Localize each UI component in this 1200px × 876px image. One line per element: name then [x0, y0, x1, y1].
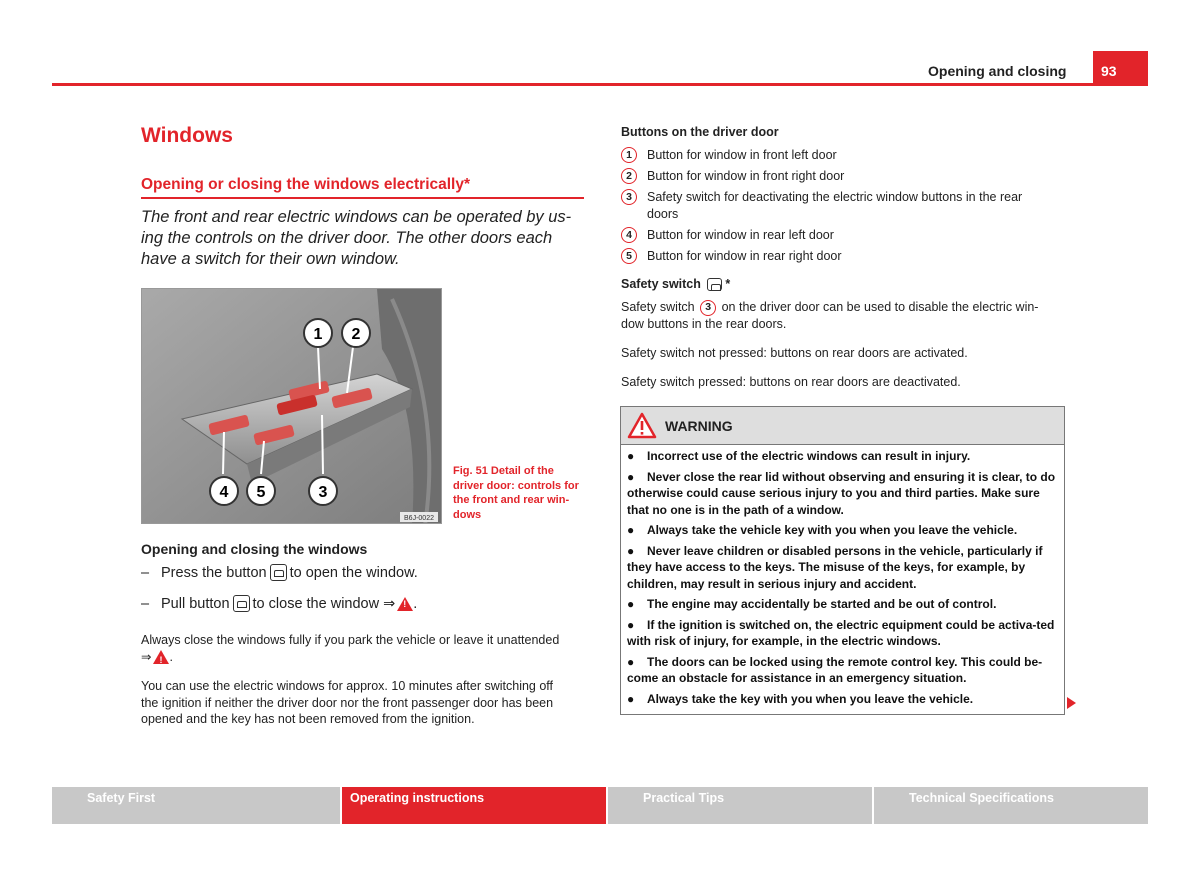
callout-1	[304, 319, 332, 347]
item-text: Safety switch for deactivating the electric window buttons in the rear doors	[647, 190, 1023, 221]
door-controls-illustration	[142, 289, 442, 524]
inline-number: 3	[700, 300, 716, 316]
item-text: Button for window in front right door	[647, 169, 845, 183]
step-text-after: to close the window ⇒	[252, 595, 396, 612]
subsection-rule	[141, 197, 584, 199]
buttons-list-heading: Buttons on the driver door	[621, 125, 779, 139]
park-note-paragraph: Always close the windows fully if you park the vehicle or leave it unattended ⇒! .	[141, 632, 584, 665]
callout-5	[247, 477, 275, 505]
continue-arrow-icon	[1067, 697, 1076, 709]
safety-switch-heading-text: Safety switch	[621, 277, 701, 291]
running-header-title: Opening and closing	[928, 63, 1067, 79]
warning-triangle-icon	[397, 597, 413, 611]
callout-label: 2	[351, 326, 361, 343]
warning-box	[620, 406, 1065, 715]
item-number: 1	[621, 147, 637, 163]
tab-safety-first[interactable]: Safety First	[52, 787, 340, 824]
step-dash: –	[141, 595, 150, 612]
intro-line: have a switch for their own window.	[141, 250, 400, 268]
tab-practical-tips[interactable]: Practical Tips	[608, 787, 872, 824]
callout-4	[210, 477, 238, 505]
ignition-note-line: the ignition if neither the driver door nor the front passenger door has been	[141, 695, 554, 710]
warning-label: WARNING	[665, 417, 733, 434]
item-text: Button for window in rear left door	[647, 228, 834, 242]
ignition-note-line: You can use the electric windows for approx. 10 minutes after switching off	[141, 679, 554, 693]
warning-item	[627, 448, 1058, 465]
tab-operating-instructions[interactable]: Operating instructions	[342, 787, 606, 824]
window-button-icon	[233, 595, 250, 612]
callout-3	[309, 477, 337, 505]
buttons-list-item	[621, 147, 1061, 164]
warning-header	[621, 407, 1064, 445]
warning-item-text: Always take the vehicle key with you when you leave the vehicle.	[647, 523, 1018, 537]
step-text-before: Press the button	[161, 564, 267, 581]
procedure-heading: Opening and closing the windows	[141, 541, 368, 557]
warning-item-text: If the ignition is switched on, the electric equipment could be activa-ted with risk of injury, for example, in the electric windows.	[627, 617, 1055, 648]
subsection-title: Opening or closing the windows electrically*	[141, 176, 471, 193]
caption-line: the front and rear win-	[453, 494, 570, 506]
safety-switch-icon	[707, 278, 722, 291]
park-note-line: Always close the windows fully if you park the vehicle or leave it unattended	[141, 633, 560, 647]
door-controls-figure	[141, 288, 442, 524]
callout-label: 5	[256, 484, 266, 501]
bullet-icon: ●	[627, 617, 635, 632]
item-number: 4	[621, 227, 637, 243]
bullet-icon: ●	[627, 597, 635, 611]
tab-technical-specifications[interactable]: Technical Specifications	[874, 787, 1148, 824]
warning-item-text: The doors can be locked using the remote control key. This could be-come an obstacle for assistance in an emergency situation.	[627, 654, 1043, 685]
warning-item	[627, 617, 1058, 650]
intro-text	[141, 207, 581, 270]
intro-line: The front and rear electric windows can be operated by us-	[141, 208, 572, 226]
crossref-arrow: ⇒	[141, 649, 152, 664]
bullet-icon: ●	[627, 523, 635, 537]
callout-2	[342, 319, 370, 347]
caption-line: driver door: controls for	[453, 479, 579, 492]
item-text: Button for window in front left door	[647, 148, 837, 162]
item-number: 2	[621, 168, 637, 184]
callout-label: 3	[318, 484, 328, 501]
ignition-note-line: opened and the key has not been removed from the ignition.	[141, 712, 475, 726]
warning-item	[627, 596, 1058, 613]
safety-switch-heading	[621, 277, 730, 291]
warning-item-text: Always take the key with you when you leave the vehicle.	[647, 691, 974, 706]
warning-item	[627, 654, 1058, 687]
safety-switch-pressed: Safety switch pressed: buttons on rear doors are deactivated.	[621, 375, 961, 389]
warning-item	[627, 469, 1058, 519]
window-button-icon	[270, 564, 287, 581]
warning-triangle-icon	[627, 412, 657, 439]
callout-label: 4	[219, 484, 229, 501]
ignition-note-paragraph	[141, 678, 584, 728]
image-code: B6J-0022	[404, 515, 434, 522]
step-dash: –	[141, 564, 150, 581]
header-rule	[52, 83, 1148, 86]
bullet-icon: ●	[627, 469, 635, 484]
step-text-before: Pull button	[161, 595, 230, 612]
warning-triangle-icon	[153, 650, 169, 664]
procedure-step: – Pull button to close the window ⇒ ! .	[141, 595, 417, 612]
heading-suffix: *	[725, 277, 731, 291]
warning-item-text: Never close the rear lid without observing and ensuring it is clear, to do otherwise could cause serious injury to you and third parties. Make sure that no one is in the path of a window.	[627, 469, 1056, 517]
buttons-list-item	[621, 189, 1051, 222]
warning-item-text: The engine may accidentally be started and be out of control.	[647, 597, 997, 611]
buttons-list-item	[621, 227, 1061, 244]
warning-item	[627, 691, 1058, 708]
item-number: 3	[621, 189, 637, 205]
figure-caption	[453, 464, 581, 522]
bullet-icon: ●	[627, 449, 635, 463]
step-text-after: to open the window.	[289, 564, 418, 581]
item-number: 5	[621, 248, 637, 264]
buttons-list-item	[621, 248, 1061, 265]
warning-item-text: Never leave children or disabled persons in the vehicle, particularly if they have access to the keys. The misuse of the keys, for example, by children, may result in serious injury and accident.	[627, 543, 1043, 591]
item-text: Button for window in rear right door	[647, 249, 842, 263]
section-title: Windows	[141, 124, 233, 147]
page-number: 93	[1093, 51, 1148, 86]
caption-line: Fig. 51 Detail of the	[453, 465, 554, 477]
footer-nav	[52, 787, 1148, 824]
warning-list	[621, 445, 1064, 707]
bullet-icon: ●	[627, 691, 635, 706]
warning-item	[627, 543, 1058, 593]
safety-para-before: Safety switch	[621, 300, 695, 314]
intro-line: ing the controls on the driver door. The other doors each	[141, 229, 553, 247]
safety-switch-not-pressed: Safety switch not pressed: buttons on rear doors are activated.	[621, 346, 968, 360]
bullet-icon: ●	[627, 654, 635, 669]
warning-item-text: Incorrect use of the electric windows can result in injury.	[647, 449, 971, 463]
procedure-step	[141, 564, 418, 581]
safety-switch-paragraph	[621, 299, 1061, 332]
callout-label: 1	[313, 326, 323, 343]
safety-para-after: on the driver door can be used to disable the electric win-dow buttons in the rear doors.	[621, 300, 1039, 331]
caption-line: dows	[453, 508, 482, 521]
buttons-list-item	[621, 168, 1061, 185]
bullet-icon: ●	[627, 543, 635, 558]
warning-item	[627, 522, 1058, 539]
